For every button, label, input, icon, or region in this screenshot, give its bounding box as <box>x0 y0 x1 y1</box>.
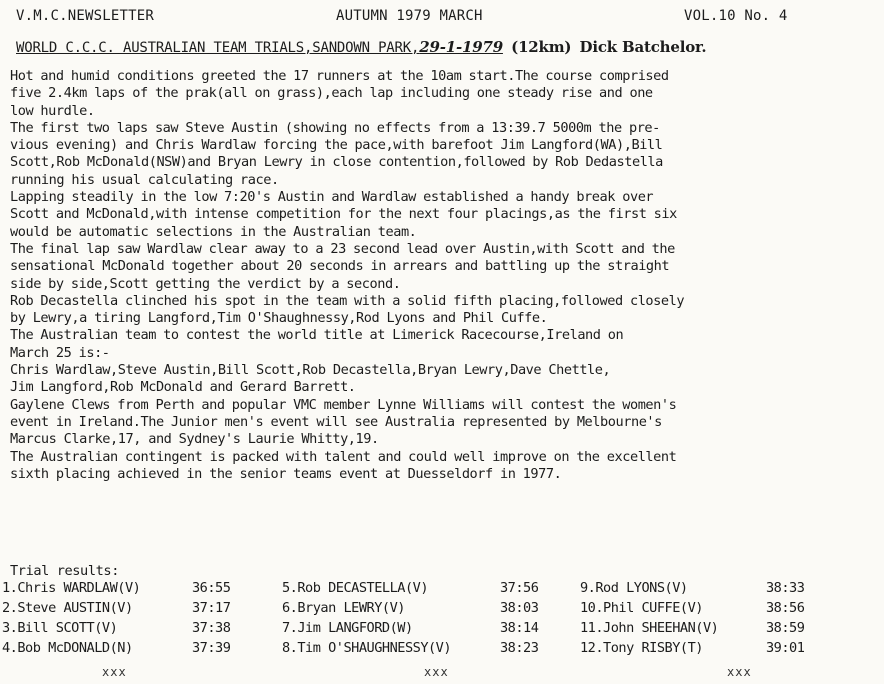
body-line: vious evening) and Chris Wardlaw forcing the pace,with barefoot Jim Langford(WA),Bill <box>10 137 663 154</box>
section-separator: xxx <box>727 665 752 679</box>
result-time: 38:14 <box>500 620 539 636</box>
body-line: by Lewry,a tiring Langford,Tim O'Shaughnessy,Rod Lyons and Phil Cuffe. <box>10 310 548 327</box>
body-line: Gaylene Clews from Perth and popular VMC member Lynne Williams will contest the women's <box>10 396 677 413</box>
result-time: 37:56 <box>500 580 539 596</box>
section-separator: xxx <box>424 665 449 679</box>
body-line: The Australian contingent is packed with talent and could well improve on the excellent <box>10 448 677 465</box>
article-title <box>16 38 706 56</box>
volume-number: VOL.10 No. 4 <box>684 8 788 24</box>
article-date: 29-1-1979 <box>419 38 503 56</box>
result-name: 7.Jim LANGFORD(W) <box>282 620 413 636</box>
result-time: 38:33 <box>766 580 805 596</box>
result-time: 36:55 <box>192 580 231 596</box>
result-time: 39:01 <box>766 640 805 656</box>
result-name: 6.Bryan LEWRY(V) <box>282 600 405 616</box>
results-row <box>0 620 884 640</box>
result-name: 11.John SHEEHAN(V) <box>580 620 719 636</box>
body-line: running his usual calculating race. <box>10 171 279 188</box>
result-time: 37:17 <box>192 600 231 616</box>
results-heading: Trial results: <box>10 563 119 579</box>
body-line: The Australian team to contest the world title at Limerick Racecourse,Ireland on <box>10 327 624 344</box>
result-time: 38:56 <box>766 600 805 616</box>
race-distance: (12km) <box>511 38 572 56</box>
result-name: 10.Phil CUFFE(V) <box>580 600 703 616</box>
article-author: Dick Batchelor. <box>579 38 707 56</box>
result-time: 37:39 <box>192 640 231 656</box>
results-table <box>0 580 884 660</box>
body-line: March 25 is:- <box>10 344 110 361</box>
result-time: 37:38 <box>192 620 231 636</box>
result-name: 8.Tim O'SHAUGHNESSY(V) <box>282 640 452 656</box>
body-line: Jim Langford,Rob McDonald and Gerard Barrett. <box>10 379 356 396</box>
body-line: low hurdle. <box>10 102 95 119</box>
body-line: sensational McDonald together about 20 seconds in arrears and battling up the straight <box>10 258 670 275</box>
issue-season: AUTUMN 1979 MARCH <box>336 8 483 24</box>
body-line: would be automatic selections in the Australian team. <box>10 223 417 240</box>
body-line: Scott,Rob McDonald(NSW)and Bryan Lewry in close contention,followed by Rob Dedastella <box>10 154 663 171</box>
result-name: 2.Steve AUSTIN(V) <box>2 600 133 616</box>
body-line: Rob Decastella clinched his spot in the team with a solid fifth placing,followed closely <box>10 292 685 309</box>
body-line: The first two laps saw Steve Austin (showing no effects from a 13:39.7 5000m the pre- <box>10 119 660 136</box>
body-line: Hot and humid conditions greeted the 17 runners at the 10am start.The course comprised <box>10 68 669 84</box>
result-name: 9.Rod LYONS(V) <box>580 580 688 596</box>
result-name: 4.Bob McDONALD(N) <box>2 640 133 656</box>
body-line: event in Ireland.The Junior men's event will see Australia represented by Melbourne's <box>10 413 662 430</box>
body-line: Marcus Clarke,17, and Sydney's Laurie Whitty,19. <box>10 431 379 448</box>
result-name: 5.Rob DECASTELLA(V) <box>282 580 428 596</box>
result-time: 38:03 <box>500 600 539 616</box>
body-line: Lapping steadily in the low 7:20's Austin and Wardlaw established a handy break over <box>10 189 654 206</box>
body-line: Scott and McDonald,with intense competition for the next four placings,as the first six <box>10 206 677 223</box>
section-separator: xxx <box>102 665 127 679</box>
results-row <box>0 640 884 660</box>
result-time: 38:59 <box>766 620 805 636</box>
body-line: The final lap saw Wardlaw clear away to a 23 second lead over Austin,with Scott and the <box>10 240 675 257</box>
body-line: side by side,Scott getting the verdict by a second. <box>10 275 401 292</box>
results-row <box>0 580 884 600</box>
body-line: five 2.4km laps of the prak(all on grass),each lap including one steady rise and one <box>10 85 653 102</box>
article-body <box>10 68 878 483</box>
article-title-main: WORLD C.C.C. AUSTRALIAN TEAM TRIALS,SANDOWN PARK, <box>16 40 420 56</box>
result-name: 12.Tony RISBY(T) <box>580 640 703 656</box>
result-name: 3.Bill SCOTT(V) <box>2 620 118 636</box>
result-name: 1.Chris WARDLAW(V) <box>2 580 141 596</box>
newsletter-name: V.M.C.NEWSLETTER <box>16 8 155 24</box>
body-line: sixth placing achieved in the senior teams event at Duesseldorf in 1977. <box>10 465 562 482</box>
result-time: 38:23 <box>500 640 539 656</box>
body-line: Chris Wardlaw,Steve Austin,Bill Scott,Rob Decastella,Bryan Lewry,Dave Chettle, <box>10 362 611 379</box>
results-row <box>0 600 884 620</box>
